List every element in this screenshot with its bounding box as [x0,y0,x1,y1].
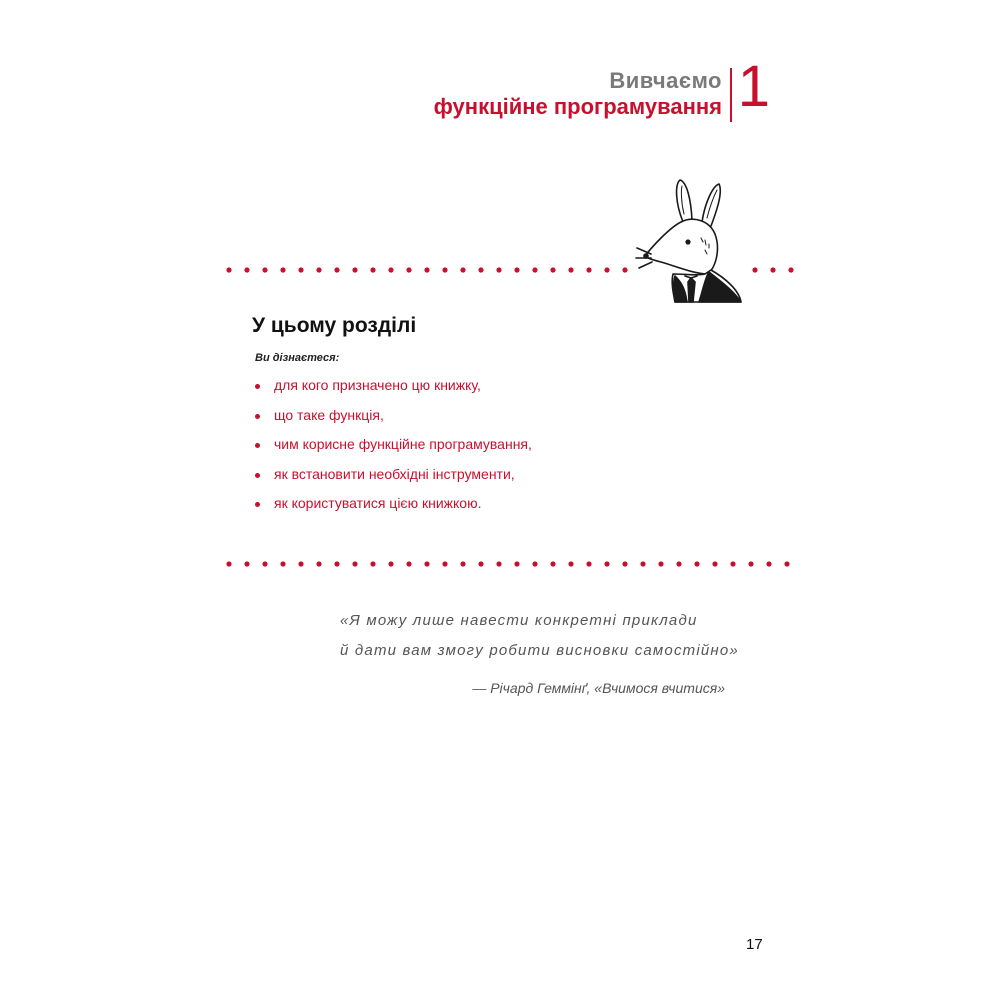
bullet-icon [255,502,260,507]
bullet-icon [255,473,260,478]
section-title: У цьому розділі [252,314,417,337]
chapter-subtitle: функційне програмування [433,94,722,119]
list-item [255,375,532,405]
bullet-icon [255,414,260,419]
chapter-word: Вивчаємо [609,68,722,93]
quote-attribution: — Річард Геммінґ, «Вчимося вчитися» [472,680,725,696]
bullet-icon [255,384,260,389]
chapter-number: 1 [737,54,770,119]
list-item-text: як користуватися цією книжкою. [274,495,482,511]
list-item-text: що таке функція, [274,406,384,423]
rabbit-in-suit-icon [635,178,747,304]
list-item [255,405,532,435]
quote-line: «Я можу лише навести конкретні приклади [340,612,698,629]
list-item [255,493,532,523]
list-item [255,434,532,464]
page-number: 17 [746,936,763,953]
bullet-icon [255,443,260,448]
list-item-text: для кого призначено цю книжку, [274,377,481,393]
section-intro: Ви дізнаєтеся: [255,352,340,364]
topic-list [255,375,532,523]
chapter-divider [730,68,732,122]
list-item-text: як встановити необхідні інструменти, [274,465,515,482]
list-item-text: чим корисне функційне програмування, [274,436,532,452]
dotted-divider-bottom [225,560,795,568]
quote-line: й дати вам змогу робити висновки самостійно» [340,642,739,659]
epigraph-quote [340,606,740,666]
list-item [255,464,532,494]
chapter-header [210,54,770,124]
